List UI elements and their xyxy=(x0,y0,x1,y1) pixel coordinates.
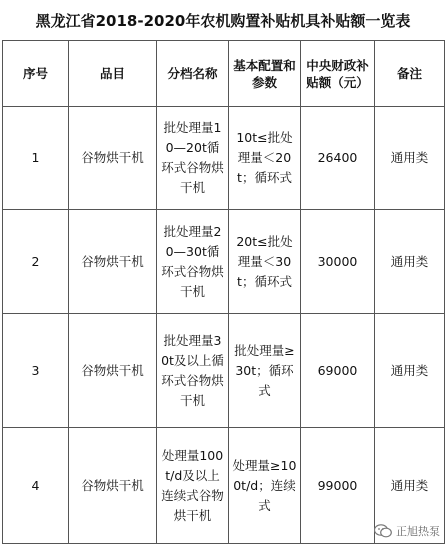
cell-subsidy: 30000 xyxy=(301,210,375,314)
cell-seq: 3 xyxy=(3,314,69,428)
cell-grade: 处理量100t/d及以上连续式谷物烘干机 xyxy=(157,428,229,544)
header-item: 品目 xyxy=(69,41,157,107)
header-note: 备注 xyxy=(375,41,445,107)
page-title: 黑龙江省2018-2020年农机购置补贴机具补贴额一览表 xyxy=(35,11,411,30)
cell-seq: 2 xyxy=(3,210,69,314)
watermark xyxy=(374,523,440,539)
cell-params: 处理量≥100t/d；连续式 xyxy=(229,428,301,544)
cell-grade: 批处理量20—30t循环式谷物烘干机 xyxy=(157,210,229,314)
cell-params: 10t≤批处理量＜20t；循环式 xyxy=(229,107,301,210)
cell-note: 通用类 xyxy=(375,428,445,544)
cell-note: 通用类 xyxy=(375,314,445,428)
table-row xyxy=(3,210,445,314)
cell-note: 通用类 xyxy=(375,107,445,210)
cell-grade: 批处理量30t及以上循环式谷物烘干机 xyxy=(157,314,229,428)
header-subsidy: 中央财政补贴额（元） xyxy=(301,41,375,107)
table-header-row xyxy=(3,41,445,107)
cell-grade: 批处理量10—20t循环式谷物烘干机 xyxy=(157,107,229,210)
cell-seq: 1 xyxy=(3,107,69,210)
wechat-icon xyxy=(374,524,392,538)
cell-subsidy: 99000 xyxy=(301,428,375,544)
cell-params: 批处理量≥30t；循环式 xyxy=(229,314,301,428)
cell-seq: 4 xyxy=(3,428,69,544)
header-grade: 分档名称 xyxy=(157,41,229,107)
header-seq: 序号 xyxy=(3,41,69,107)
cell-item: 谷物烘干机 xyxy=(69,210,157,314)
table-row xyxy=(3,314,445,428)
cell-item: 谷物烘干机 xyxy=(69,428,157,544)
cell-item: 谷物烘干机 xyxy=(69,314,157,428)
cell-item: 谷物烘干机 xyxy=(69,107,157,210)
cell-subsidy: 26400 xyxy=(301,107,375,210)
watermark-text: 正旭热泵 xyxy=(396,525,440,538)
cell-subsidy: 69000 xyxy=(301,314,375,428)
subsidy-table xyxy=(2,40,445,544)
table-row xyxy=(3,107,445,210)
cell-note: 通用类 xyxy=(375,210,445,314)
header-params: 基本配置和参数 xyxy=(229,41,301,107)
cell-params: 20t≤批处理量＜30t；循环式 xyxy=(229,210,301,314)
